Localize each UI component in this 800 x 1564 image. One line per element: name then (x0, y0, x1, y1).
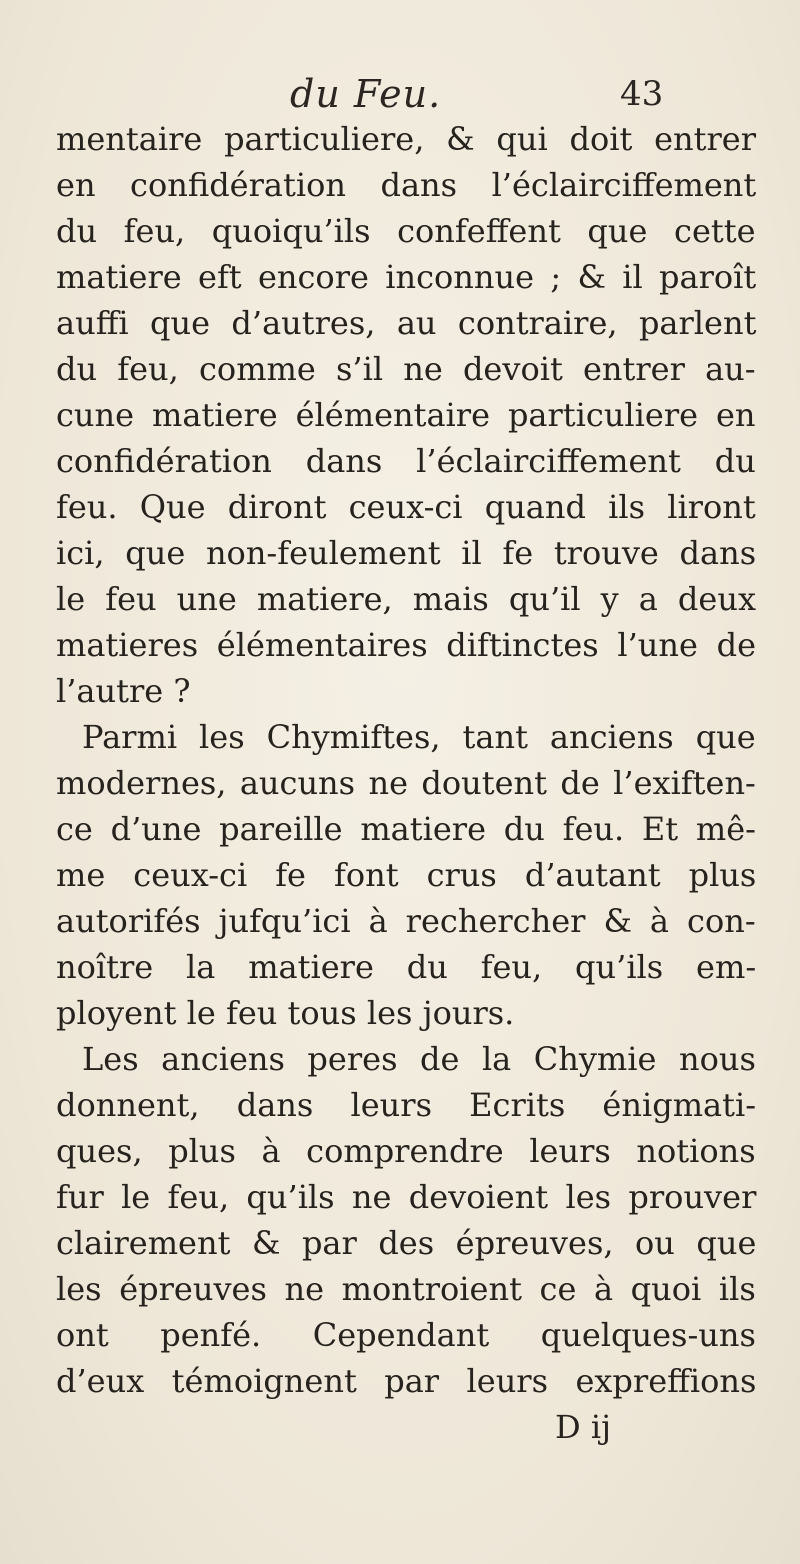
text-line: Les anciens peres de la Chymie nous (82, 1040, 756, 1078)
text-line: auffi que d’autres, au contraire, parlent (56, 304, 757, 342)
text-line: en confidération dans l’éclairciffement (56, 166, 757, 204)
text-line: du feu, quoiqu’ils confeffent que cette (56, 212, 756, 250)
text-line: du feu, comme s’il ne devoit entrer au- (56, 350, 756, 388)
text-line: d’eux témoignent par leurs expreffions (56, 1362, 757, 1400)
text-line: cune matiere élémentaire particuliere en (56, 396, 756, 434)
text-line: les épreuves ne montroient ce à quoi ils (56, 1270, 756, 1308)
text-line: me ceux-ci fe font crus d’autant plus (56, 856, 757, 894)
text-line: clairement & par des épreuves, ou que (56, 1224, 757, 1262)
text-line: noître la matiere du feu, qu’ils em- (56, 948, 757, 986)
text-line: mentaire particuliere, & qui doit entrer (56, 120, 757, 158)
text-line: ployent le feu tous les jours. (56, 994, 515, 1032)
text-line: ici, que non-feulement il fe trouve dans (56, 534, 757, 572)
text-line: matiere eft encore inconnue ; & il paroît (56, 258, 757, 296)
text-line: Parmi les Chymiftes, tant anciens que (82, 718, 756, 756)
page-header (0, 72, 800, 122)
text-line: donnent, dans leurs Ecrits énigmati- (56, 1086, 757, 1124)
text-line: matieres élémentaires diftinctes l’une de (56, 626, 757, 664)
text-line: ce d’une pareille matiere du feu. Et mê- (56, 810, 756, 848)
text-line: modernes, aucuns ne doutent de l’exiften- (56, 764, 756, 802)
page-number: 43 (620, 74, 664, 114)
body-text (56, 116, 756, 1404)
text-line: le feu une matiere, mais qu’il y a deux (56, 580, 756, 618)
text-line: ont penfé. Cependant quelques-uns (56, 1316, 756, 1354)
text-line: fur le feu, qu’ils ne devoient les prouver (56, 1178, 757, 1216)
text-line: ques, plus à comprendre leurs notions (56, 1132, 756, 1170)
text-line: confidération dans l’éclairciffement du (56, 442, 756, 480)
text-line: autorifés jufqu’ici à rechercher & à con- (56, 902, 756, 940)
signature-mark: D ij (555, 1408, 611, 1446)
running-head: du Feu. (290, 72, 442, 116)
text-line: l’autre ? (56, 672, 191, 710)
text-line: feu. Que diront ceux-ci quand ils liront (56, 488, 756, 526)
